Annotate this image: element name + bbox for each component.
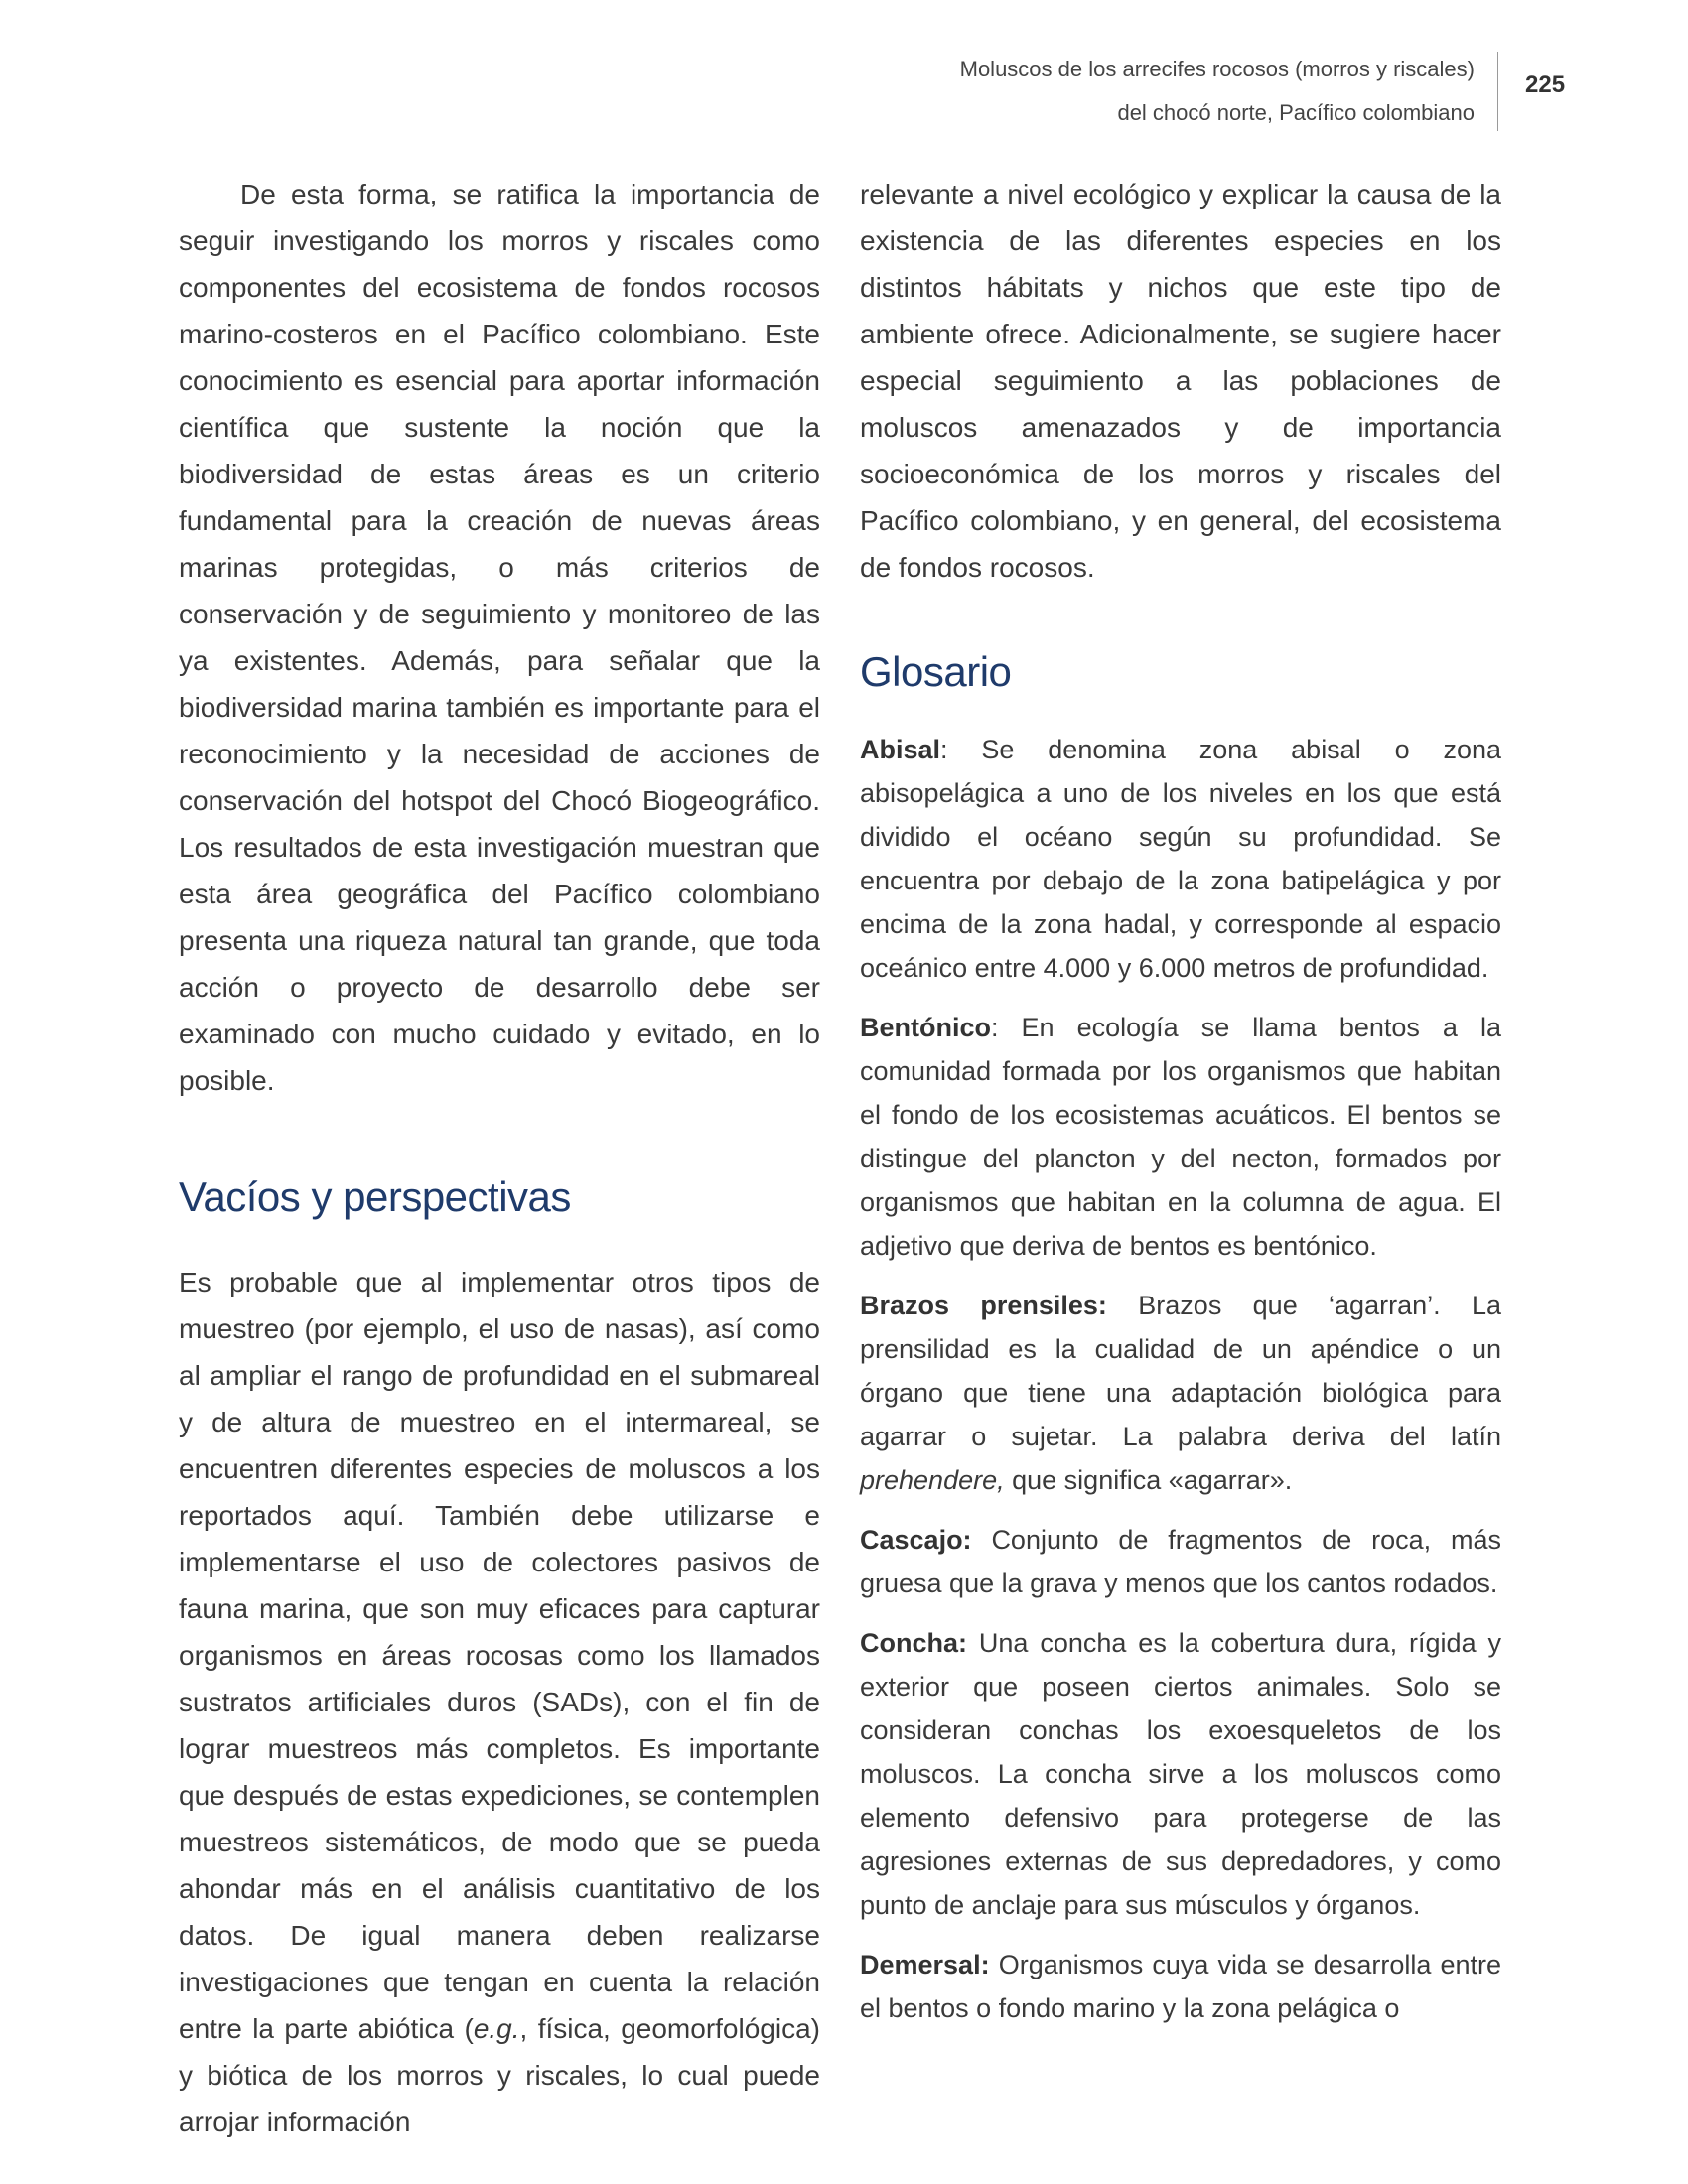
- glossary-definition-end: que significa «agarrar».: [1004, 1465, 1293, 1495]
- glossary-term: Demersal:: [860, 1950, 990, 1979]
- running-head: [960, 48, 1475, 135]
- running-head-line1: Moluscos de los arrecifes rocosos (morros y riscales): [959, 57, 1475, 81]
- paragraph-perspectives: [179, 1259, 820, 2145]
- glossary-entry-concha: [860, 1621, 1501, 1927]
- glossary-separator: [972, 1525, 992, 1555]
- header-divider: [1497, 52, 1498, 131]
- glossary-definition: Brazos que ‘agarran’. La prensilidad es la cualidad de un apéndice o un órgano que tiene una adaptación biológica para agarrar o sujetar. La palabra deriva del latín: [860, 1291, 1501, 1451]
- glossary-definition: Una concha es la cobertura dura, rígida y exterior que poseen ciertos animales. Solo se consideran conchas los exoesqueletos de los moluscos. La concha sirve a los moluscos como elemento defensivo para protegerse de las agresiones externas de sus depredadores, y como punto de anclaje para sus músculos y órganos.: [860, 1628, 1501, 1920]
- glossary-definition: Se denomina zona abisal o zona abisopelágica a uno de los niveles en los que está dividido el océano según su profundidad. Se encuentra por debajo de la zona batipelágica y por encima de la zona hadal, y corresponde al espacio oceánico entre 4.000 y 6.000 metros de profundidad.: [860, 735, 1501, 983]
- glossary-separator: :: [991, 1013, 1022, 1042]
- glossary-term: Bentónico: [860, 1013, 991, 1042]
- glossary-definition: En ecología se llama bentos a la comunidad formada por los organismos que habitan el fondo de los ecosistemas acuáticos. El bentos se distingue del plancton y del necton, formados por organismos que habitan en la columna de agua. El adjetivo que deriva de bentos es bentónico.: [860, 1013, 1501, 1261]
- glossary-entry-brazos-prensiles: [860, 1284, 1501, 1502]
- right-column: [860, 171, 1501, 2046]
- glossary-entry-cascajo: [860, 1518, 1501, 1605]
- paragraph-conclusion: De esta forma, se ratifica la importancia de seguir investigando los morros y riscales como componentes del ecosistema de fondos rocosos marino-costeros en el Pacífico colombiano. Este conocimiento es esencial para aportar información científica que sustente la noción que la biodiversidad de estas áreas es un criterio fundamental para la creación de nuevas áreas marinas protegidas, o más criterios de conservación y de seguimiento y monitoreo de las ya existentes. Además, para señalar que la biodiversidad marina también es importante para el reconocimiento y la necesidad de acciones de conservación del hotspot del Chocó Biogeográfico. Los resultados de esta investigación muestran que esta área geográfica del Pacífico colombiano presenta una riqueza natural tan grande, que toda acción o proyecto de desarrollo debe ser examinado con mucho cuidado y evitado, en lo posible.: [179, 179, 820, 1096]
- glossary-separator: [967, 1628, 979, 1658]
- glossary-term: Brazos prensiles:: [860, 1291, 1107, 1320]
- section-heading-glosario: Glosario: [860, 648, 1012, 695]
- glossary-term: Concha:: [860, 1628, 967, 1658]
- running-head-line2: del chocó norte, Pacífico colombiano: [1117, 100, 1475, 125]
- section-heading-vacios: Vacíos y perspectivas: [179, 1173, 571, 1220]
- paragraph-continuation: relevante a nivel ecológico y explicar la causa de la existencia de las diferentes especies en los distintos hábitats y nichos que este tipo de ambiente ofrece. Adicionalmente, se sugiere hacer especial seguimiento a las poblaciones de moluscos amenazados y de importancia socioeconómica de los morros y riscales del Pacífico colombiano, y en general, del ecosistema de fondos rocosos.: [860, 179, 1501, 583]
- glossary-term: Abisal: [860, 735, 941, 764]
- page-number: 225: [1525, 71, 1566, 98]
- glossary-separator: [1107, 1291, 1138, 1320]
- glossary-separator: :: [940, 735, 982, 764]
- paragraph-perspectives-part1: Es probable que al implementar otros tipos de muestreo (por ejemplo, el uso de nasas), así como al ampliar el rango de profundidad en el submareal y de altura de muestreo en el intermareal, se encuentren diferentes especies de moluscos a los reportados aquí. También debe utilizarse e implementarse el uso de colectores pasivos de fauna marina, que son muy eficaces para capturar organismos en áreas rocosas como los llamados sustratos artificiales duros (SADs), con el fin de lograr muestreos más completos. Es importante que después de estas expediciones, se contemplen muestreos sistemáticos, de modo que se pueda ahondar más en el análisis cuantitativo de los datos. De igual manera deben realizarse investigaciones que tengan en cuenta la relación entre la parte abiótica (: [179, 1267, 820, 2044]
- glossary-term: Cascajo:: [860, 1525, 972, 1555]
- glossary-entry-bentonico: [860, 1006, 1501, 1268]
- glossary-definition-italic: prehendere,: [860, 1465, 1005, 1495]
- paragraph-perspectives-part2: , física, geomorfológica) y biótica de los morros y riscales, lo cual puede arrojar información: [179, 2013, 820, 2137]
- glossary-definition: Organismos cuya vida se desarrolla entre el bentos o fondo marino y la zona pelágica o: [860, 1950, 1501, 2023]
- left-column: [179, 171, 820, 2145]
- glossary-entry-abisal: [860, 728, 1501, 990]
- glossary-definition: Conjunto de fragmentos de roca, más gruesa que la grava y menos que los cantos rodados.: [860, 1525, 1501, 1598]
- glossary-entry-demersal: [860, 1943, 1501, 2030]
- paragraph-perspectives-italic: e.g.: [473, 2013, 520, 2044]
- glossary-separator: [990, 1950, 999, 1979]
